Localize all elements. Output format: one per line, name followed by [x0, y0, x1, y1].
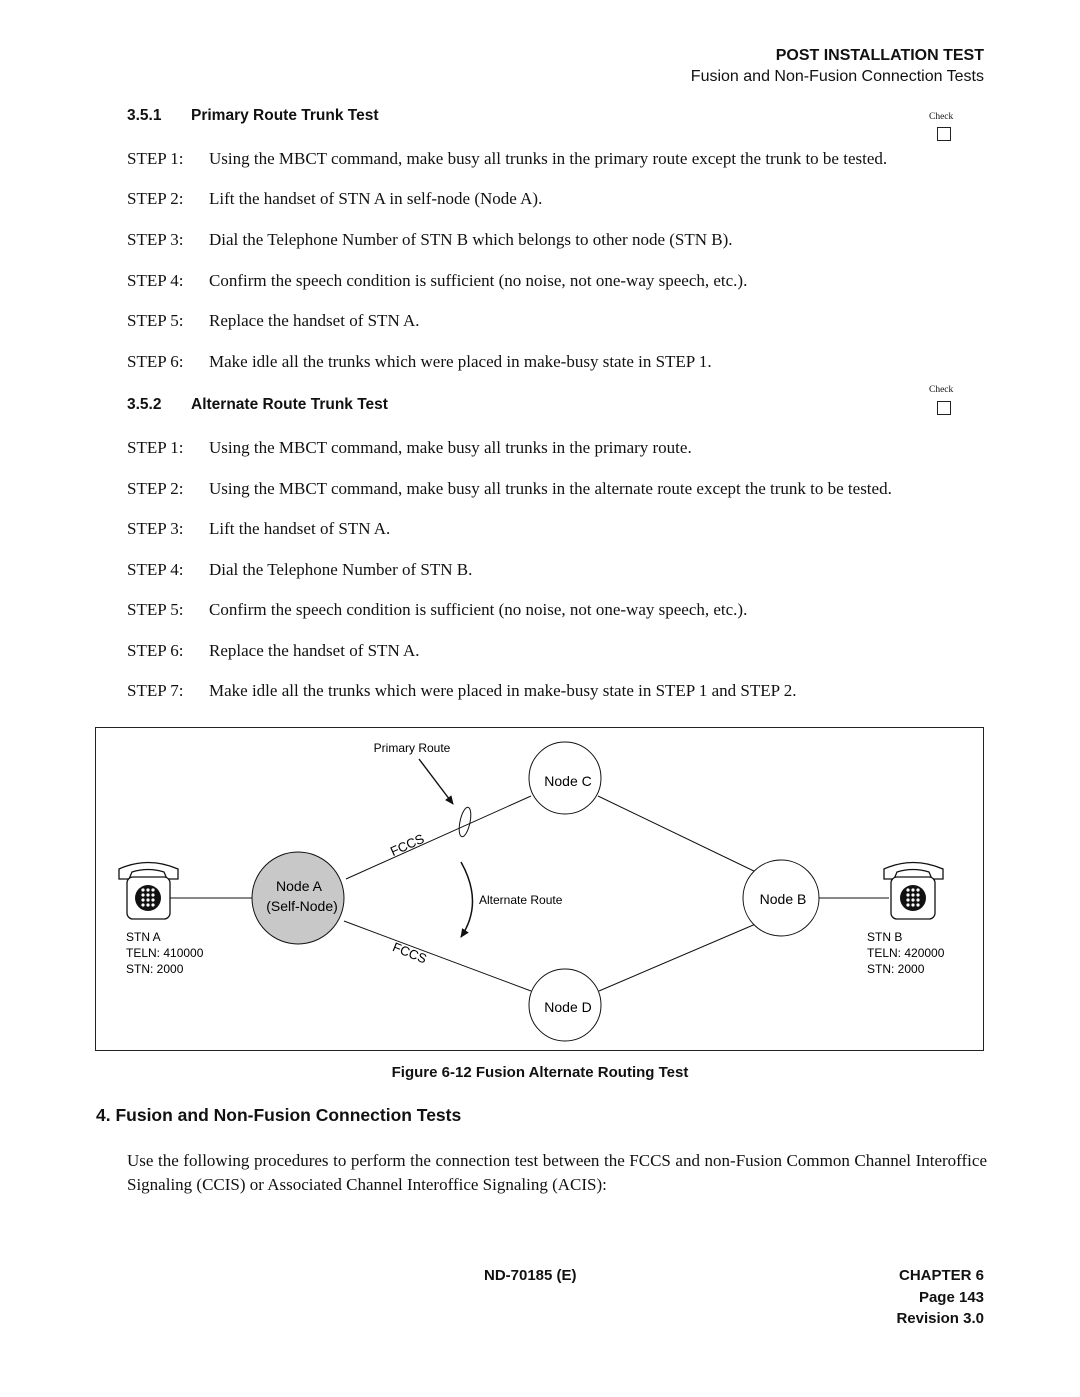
- step-item: [127, 560, 472, 580]
- alternate-route-arrow: [461, 862, 473, 937]
- check-box[interactable]: [937, 401, 951, 415]
- step-text: Using the MBCT command, make busy all trunks in the alternate route except the trunk to be tested.: [209, 479, 892, 498]
- section-number: 3.5.1: [127, 107, 162, 124]
- step-item: [127, 189, 542, 209]
- check-label: Check: [929, 385, 954, 395]
- step-text: Using the MBCT command, make busy all trunks in the primary route except the trunk to be tested.: [209, 149, 888, 168]
- primary-route-label: Primary Route: [373, 741, 451, 755]
- section-3-5-2-heading: [127, 396, 388, 414]
- step-item: [127, 149, 887, 169]
- node-d-label: Node D: [544, 999, 592, 1015]
- step-label: STEP 2:: [127, 189, 184, 208]
- step-label: STEP 6:: [127, 352, 184, 371]
- running-header-title: POST INSTALLATION TEST: [775, 47, 984, 64]
- step-text: Lift the handset of STN A in self-node (Node A).: [209, 189, 543, 208]
- stn-a-name: STN A: [126, 930, 161, 944]
- primary-route-arrow: [419, 759, 453, 804]
- chapter-label: CHAPTER 6: [898, 1267, 984, 1284]
- fccs-alternate-link: [344, 921, 531, 991]
- document-number: ND-70185 (E): [484, 1267, 577, 1284]
- node-a-label: Node A: [276, 878, 322, 894]
- fccs-alternate-label: FCCS: [390, 939, 429, 967]
- trunk-group-marker: [457, 806, 473, 837]
- step-label: STEP 2:: [127, 479, 184, 498]
- step-label: STEP 3:: [127, 230, 184, 249]
- stn-a-stn: STN: 2000: [126, 962, 184, 976]
- step-item: [127, 230, 733, 250]
- step-text: Dial the Telephone Number of STN B which belongs to other node (STN B).: [209, 230, 733, 249]
- node-a-sublabel: (Self-Node): [266, 898, 338, 914]
- check-box[interactable]: [937, 127, 951, 141]
- stn-a-teln: TELN: 410000: [126, 946, 204, 960]
- revision-label: Revision 3.0: [896, 1310, 984, 1327]
- step-label: STEP 5:: [127, 311, 184, 330]
- step-text: Make idle all the trunks which were placed in make-busy state in STEP 1 and STEP 2.: [209, 681, 797, 700]
- fccs-primary-label: FCCS: [387, 830, 427, 859]
- step-item: [127, 479, 892, 499]
- section-4-heading: 4. Fusion and Non-Fusion Connection Tests: [96, 1105, 462, 1125]
- node-c-label: Node C: [544, 773, 592, 789]
- step-text: Confirm the speech condition is sufficient (no noise, not one-way speech, etc.).: [209, 271, 748, 290]
- stn-b-telephone-icon: [884, 863, 943, 920]
- step-text: Replace the handset of STN A.: [209, 641, 420, 660]
- step-label: STEP 7:: [127, 681, 184, 700]
- node-d-to-b-link: [599, 923, 758, 991]
- stn-a-telephone-icon: [119, 863, 178, 920]
- stn-b-stn: STN: 2000: [867, 962, 925, 976]
- routing-diagram: [95, 727, 984, 1051]
- section-title: Primary Route Trunk Test: [191, 107, 379, 124]
- step-label: STEP 6:: [127, 641, 184, 660]
- step-item: [127, 438, 692, 458]
- page-number: Page 143: [918, 1289, 984, 1306]
- step-item: [127, 641, 420, 661]
- step-item: [127, 271, 747, 291]
- figure-caption: Figure 6-12 Fusion Alternate Routing Test: [391, 1064, 689, 1081]
- node-b-label: Node B: [759, 891, 807, 907]
- alternate-route-label: Alternate Route: [479, 893, 563, 907]
- step-text: Dial the Telephone Number of STN B.: [209, 560, 473, 579]
- section-number: 3.5.2: [127, 396, 162, 413]
- step-text: Using the MBCT command, make busy all trunks in the primary route.: [209, 438, 692, 457]
- step-text: Make idle all the trunks which were placed in make-busy state in STEP 1.: [209, 352, 712, 371]
- step-label: STEP 1:: [127, 149, 184, 168]
- step-text: Confirm the speech condition is sufficient (no noise, not one-way speech, etc.).: [209, 600, 748, 619]
- step-label: STEP 5:: [127, 600, 184, 619]
- fccs-primary-link: [346, 796, 531, 879]
- step-label: STEP 3:: [127, 519, 184, 538]
- step-item: [127, 311, 420, 331]
- stn-b-teln: TELN: 420000: [867, 946, 945, 960]
- step-item: [127, 681, 796, 701]
- stn-b-name: STN B: [867, 930, 903, 944]
- step-item: [127, 519, 390, 539]
- step-label: STEP 4:: [127, 271, 184, 290]
- section-4-paragraph: Use the following procedures to perform the connection test between the FCCS and non-Fusion Common Channel Interoffice Signaling (CCIS) or Associated Channel Interoffice Signaling (ACIS):: [127, 1151, 987, 1194]
- step-label: STEP 1:: [127, 438, 184, 457]
- section-3-5-1-heading: [127, 107, 378, 125]
- running-header-subtitle: Fusion and Non-Fusion Connection Tests: [690, 68, 984, 85]
- step-item: [127, 600, 747, 620]
- step-text: Replace the handset of STN A.: [209, 311, 420, 330]
- section-title: Alternate Route Trunk Test: [191, 396, 388, 413]
- step-text: Lift the handset of STN A.: [209, 519, 391, 538]
- step-label: STEP 4:: [127, 560, 184, 579]
- step-item: [127, 352, 712, 372]
- check-label: Check: [929, 112, 954, 122]
- node-c-to-b-link: [598, 796, 758, 873]
